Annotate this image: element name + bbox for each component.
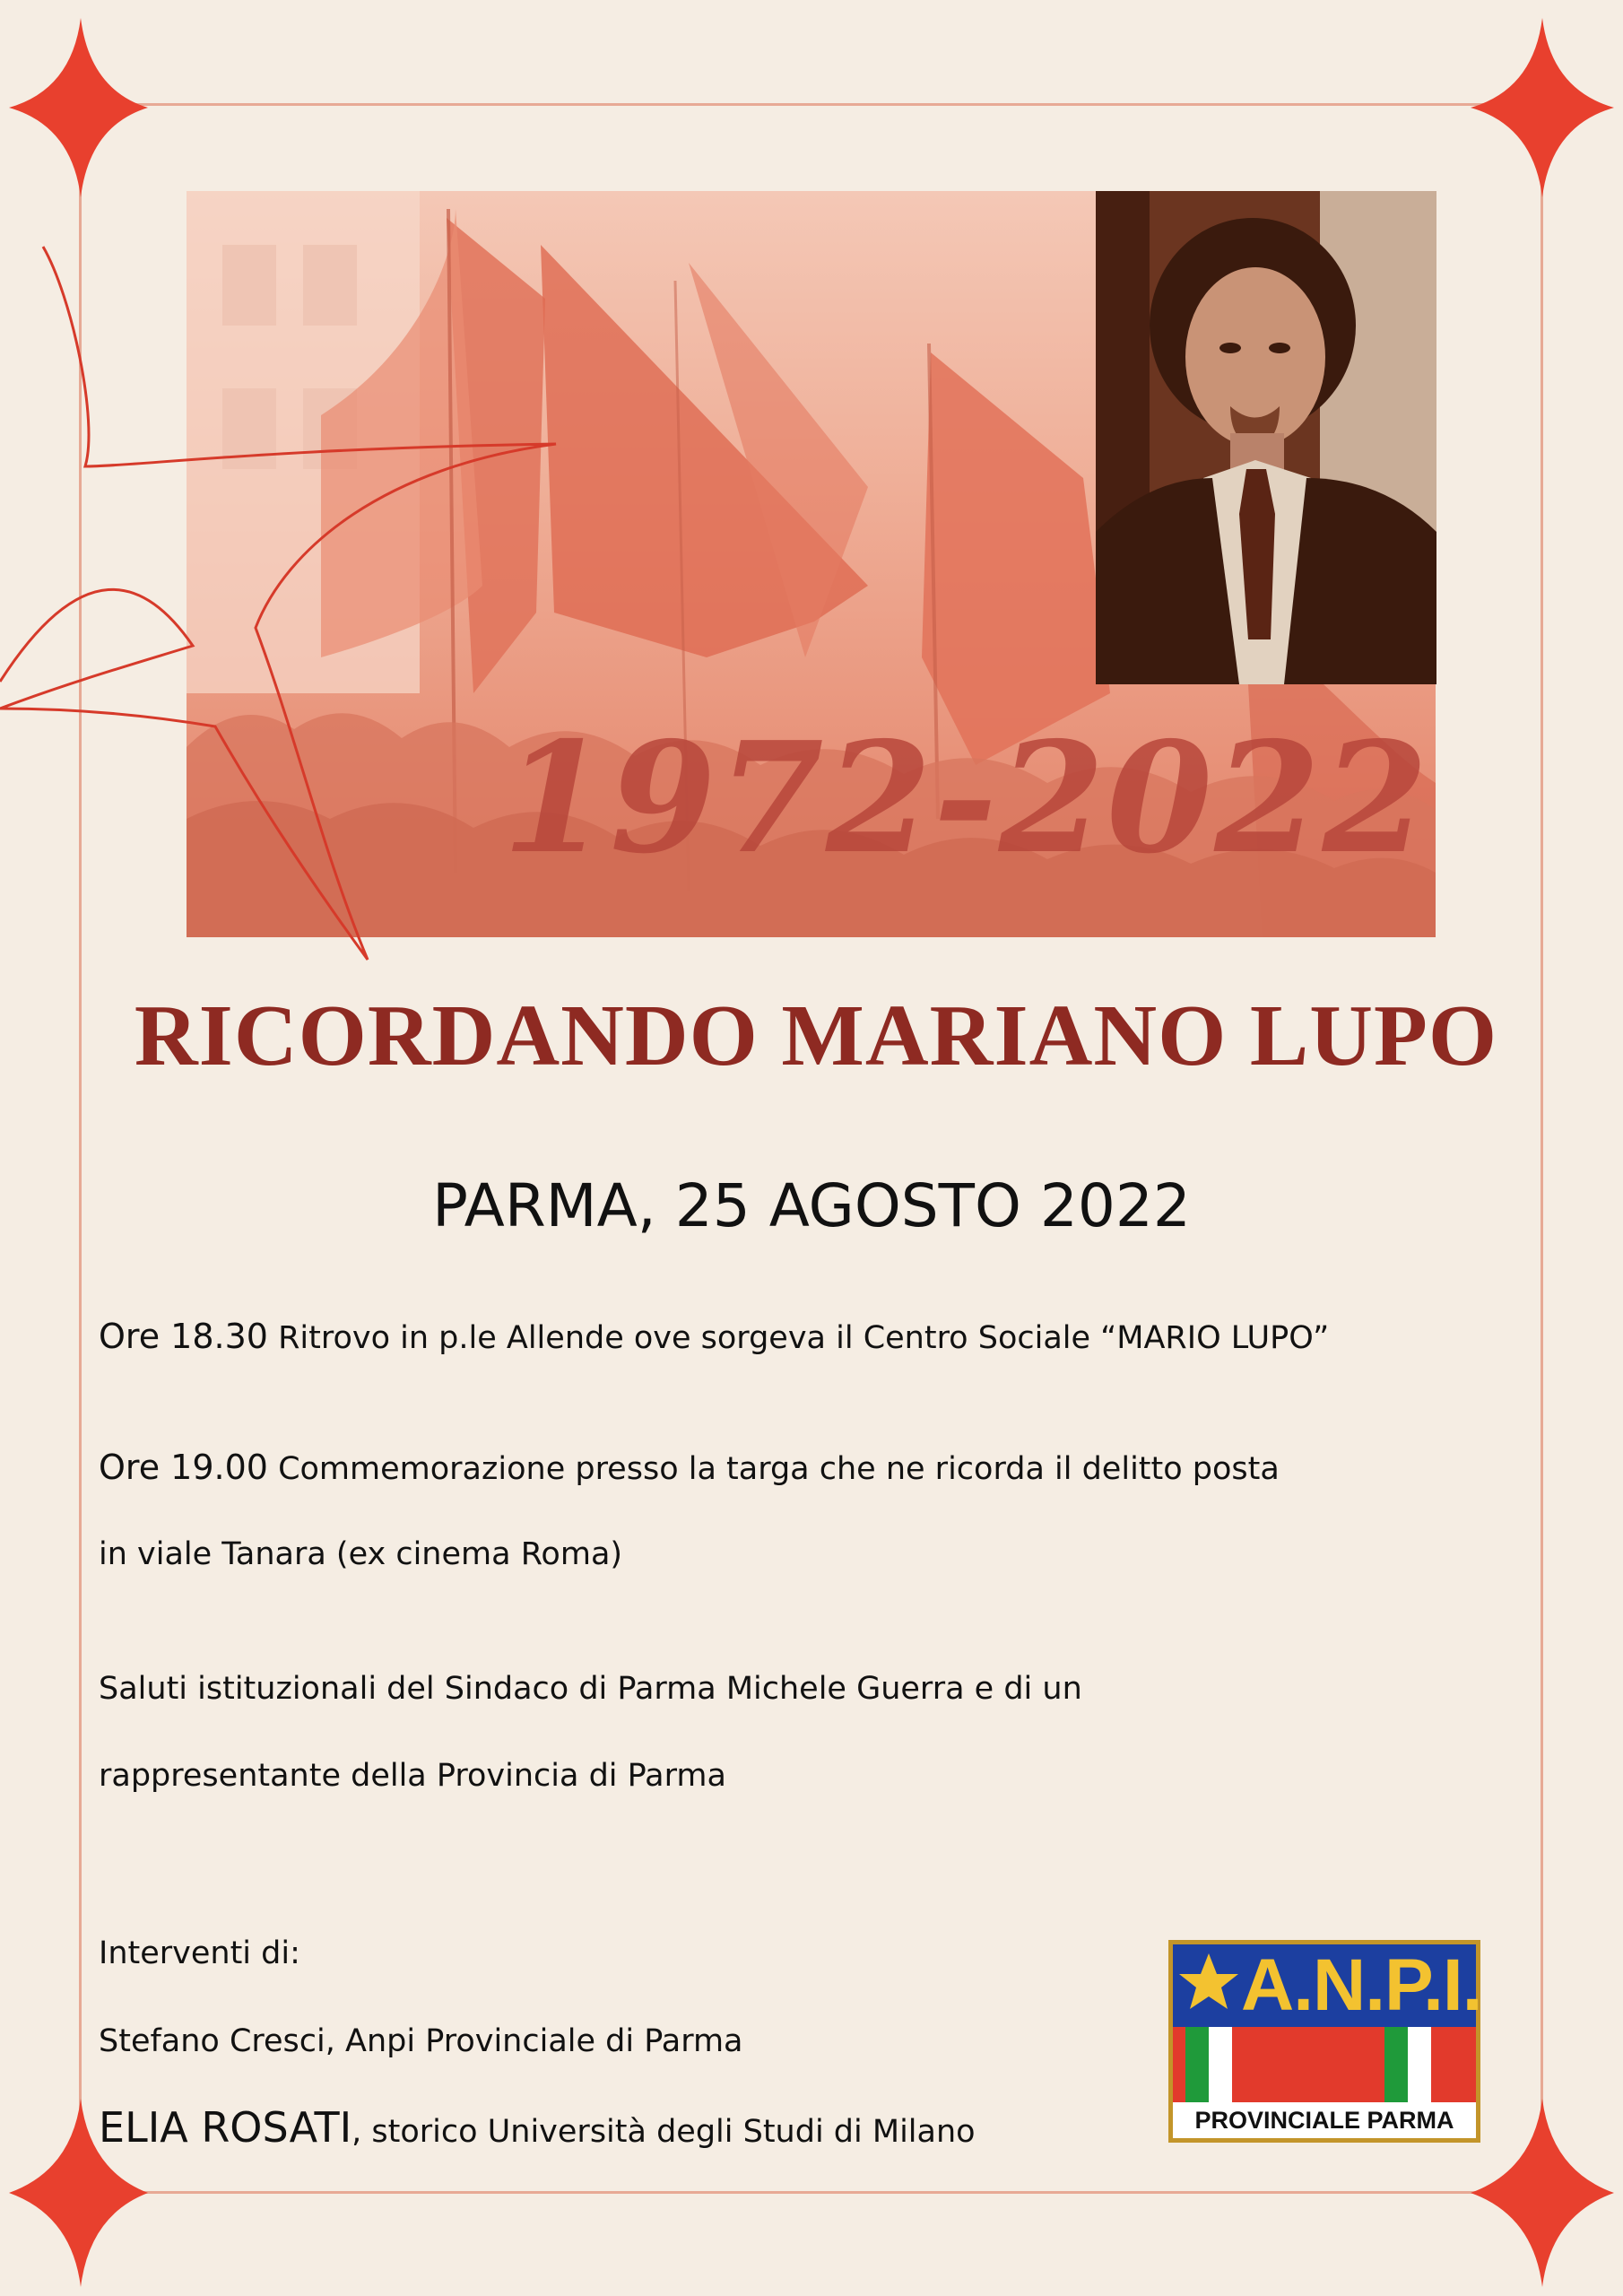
program-item-1 — [99, 1311, 1542, 1363]
greetings-line-2: rappresentante della Provincia di Parma — [99, 1758, 726, 1794]
program-item-2-continued: in viale Tanara (ex cinema Roma) — [99, 1536, 623, 1572]
speaker-1: Stefano Cresci, Anpi Provinciale di Parma — [99, 2023, 743, 2059]
speaker-2-name: ELIA ROSATI — [99, 2103, 352, 2152]
anpi-logo-letters: A.N.P.I. — [1241, 1944, 1482, 2026]
star-icon-top-right — [1471, 18, 1614, 197]
program-time-2: Ore 19.00 — [99, 1448, 268, 1487]
anpi-logo-header — [1173, 1944, 1482, 2027]
program-text-1: Ritrovo in p.le Allende ove sorgeva il Centro Sociale “MARIO LUPO” — [267, 1320, 1330, 1356]
star-icon — [1176, 1950, 1241, 2014]
anpi-logo — [1168, 1940, 1480, 2143]
event-date: PARMA, 25 AGOSTO 2022 — [432, 1171, 1191, 1240]
anpi-logo-subtitle: PROVINCIALE PARMA — [1194, 2107, 1454, 2134]
program-time-1: Ore 18.30 — [99, 1317, 268, 1356]
program-item-2 — [99, 1442, 1542, 1494]
years-heading: 1972-2022 — [502, 709, 1430, 888]
speaker-2-role: , storico Università degli Studi di Milano — [352, 2114, 976, 2150]
star-icon-top-left — [9, 18, 148, 197]
italian-flags — [1173, 2027, 1476, 2102]
speakers-heading: Interventi di: — [99, 1935, 300, 1971]
program-text-2: Commemorazione presso la targa che ne ricorda il delitto posta — [267, 1451, 1280, 1487]
page-title: RICORDANDO MARIANO LUPO — [134, 987, 1498, 1084]
greetings-line-1: Saluti istituzionali del Sindaco di Parma Michele Guerra e di un — [99, 1671, 1082, 1707]
